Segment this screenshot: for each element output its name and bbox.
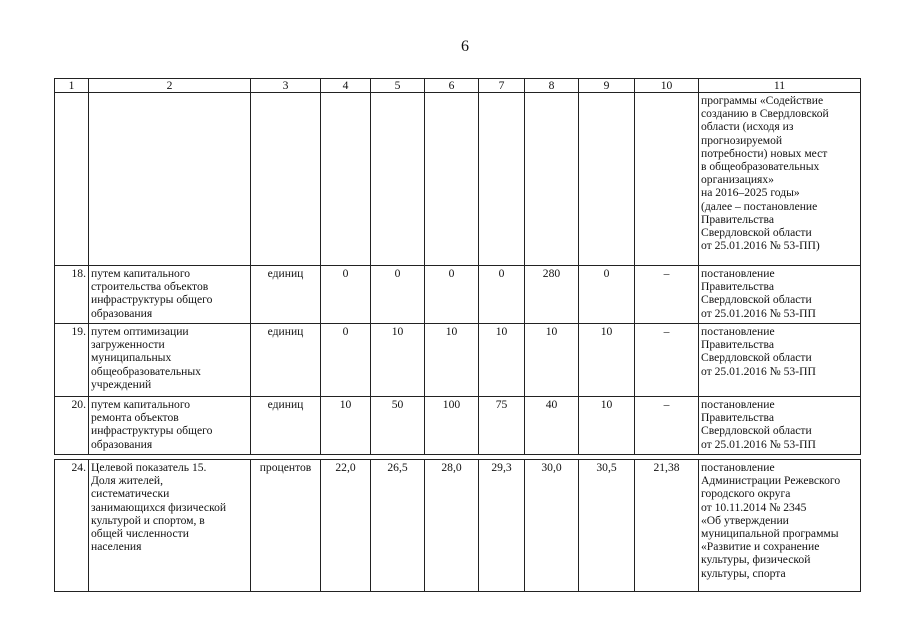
- row-number: [55, 93, 89, 266]
- column-header: 4: [321, 79, 371, 93]
- column-header: 2: [89, 79, 251, 93]
- column-header: 3: [251, 79, 321, 93]
- value-cell: 10: [425, 324, 479, 397]
- value-cell: [321, 93, 371, 266]
- source-document: постановление Правительства Свердловской области от 25.01.2016 № 53-ПП: [699, 266, 861, 324]
- column-header: 6: [425, 79, 479, 93]
- column-header: 10: [635, 79, 699, 93]
- source-document: постановление Правительства Свердловской области от 25.01.2016 № 53-ПП: [699, 397, 861, 455]
- value-cell: 29,3: [479, 460, 525, 592]
- value-cell: 10: [579, 324, 635, 397]
- indicator-name: путем капитального ремонта объектов инфраструктуры общего образования: [89, 397, 251, 455]
- table-row: [55, 266, 861, 324]
- indicator-name: путем капитального строительства объектов инфраструктуры общего образования: [89, 266, 251, 324]
- row-number: 19.: [55, 324, 89, 397]
- value-cell: 26,5: [371, 460, 425, 592]
- indicator-name: Целевой показатель 15. Доля жителей, систематически занимающихся физической культурой и спортом, в общей численности населения: [89, 460, 251, 592]
- value-cell: [425, 93, 479, 266]
- indicator-name: [89, 93, 251, 266]
- table-row: [55, 397, 861, 455]
- value-cell: –: [635, 324, 699, 397]
- value-cell: 21,38: [635, 460, 699, 592]
- value-cell: 0: [371, 266, 425, 324]
- table-row: [55, 460, 861, 592]
- column-header: 8: [525, 79, 579, 93]
- value-cell: 28,0: [425, 460, 479, 592]
- column-header: 1: [55, 79, 89, 93]
- value-cell: [479, 93, 525, 266]
- indicator-table: [54, 78, 861, 592]
- value-cell: [525, 93, 579, 266]
- value-cell: 0: [321, 324, 371, 397]
- value-cell: 10: [579, 397, 635, 455]
- value-cell: 10: [479, 324, 525, 397]
- unit-cell: процентов: [251, 460, 321, 592]
- indicator-name: путем оптимизации загруженности муниципальных общеобразовательных учреждений: [89, 324, 251, 397]
- value-cell: 100: [425, 397, 479, 455]
- value-cell: –: [635, 397, 699, 455]
- source-document: постановление Администрации Режевского городского округа от 10.11.2014 № 2345 «Об утверждении муниципальной программы «Развитие и сохранение культуры, физической культуры, спорта: [699, 460, 861, 592]
- value-cell: 40: [525, 397, 579, 455]
- value-cell: [371, 93, 425, 266]
- table-header-row: [55, 79, 861, 93]
- unit-cell: единиц: [251, 397, 321, 455]
- value-cell: 0: [479, 266, 525, 324]
- value-cell: 75: [479, 397, 525, 455]
- value-cell: 10: [525, 324, 579, 397]
- value-cell: 10: [321, 397, 371, 455]
- column-header: 11: [699, 79, 861, 93]
- unit-cell: [251, 93, 321, 266]
- table-row: [55, 324, 861, 397]
- column-header: 9: [579, 79, 635, 93]
- unit-cell: единиц: [251, 324, 321, 397]
- page-number: 6: [461, 38, 469, 55]
- value-cell: 10: [371, 324, 425, 397]
- source-document: постановление Правительства Свердловской области от 25.01.2016 № 53-ПП: [699, 324, 861, 397]
- value-cell: 280: [525, 266, 579, 324]
- source-document: программы «Содействие созданию в Свердловской области (исходя из прогнозируемой потребности) новых мест в общеобразовательных организациях» на 2016–2025 годы» (далее – постановление Правительства Свердловской области от 25.01.2016 № 53-ПП): [699, 93, 861, 266]
- value-cell: 30,0: [525, 460, 579, 592]
- value-cell: 50: [371, 397, 425, 455]
- value-cell: [635, 93, 699, 266]
- unit-cell: единиц: [251, 266, 321, 324]
- value-cell: 0: [579, 266, 635, 324]
- value-cell: 30,5: [579, 460, 635, 592]
- column-header: 5: [371, 79, 425, 93]
- value-cell: [579, 93, 635, 266]
- value-cell: 22,0: [321, 460, 371, 592]
- column-header: 7: [479, 79, 525, 93]
- value-cell: 0: [321, 266, 371, 324]
- row-number: 24.: [55, 460, 89, 592]
- value-cell: –: [635, 266, 699, 324]
- row-number: 18.: [55, 266, 89, 324]
- row-number: 20.: [55, 397, 89, 455]
- table-row: [55, 93, 861, 266]
- value-cell: 0: [425, 266, 479, 324]
